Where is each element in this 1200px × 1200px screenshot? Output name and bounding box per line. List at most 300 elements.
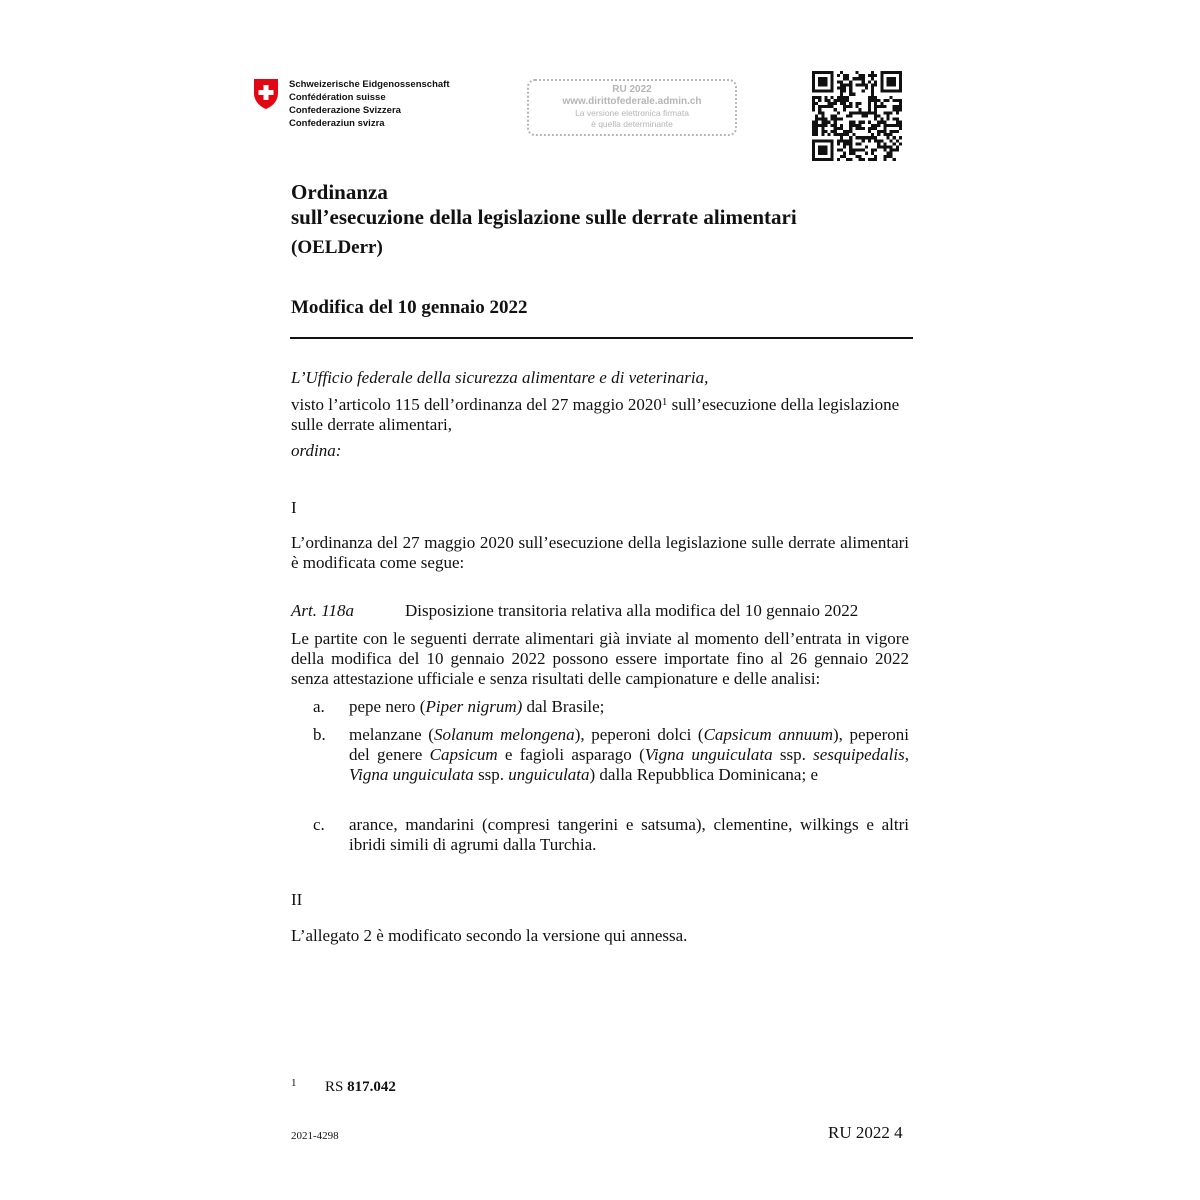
qr-module bbox=[899, 108, 902, 111]
qr-module bbox=[877, 114, 880, 117]
preamble bbox=[291, 395, 913, 435]
qr-module bbox=[865, 83, 868, 86]
qr-module bbox=[831, 105, 834, 108]
qr-module bbox=[890, 145, 893, 148]
qr-module bbox=[849, 149, 852, 152]
qr-module bbox=[846, 130, 849, 133]
qr-module bbox=[815, 121, 818, 124]
qr-module bbox=[871, 71, 874, 74]
qr-module bbox=[871, 111, 874, 114]
qr-module bbox=[834, 114, 837, 117]
qr-module bbox=[880, 145, 883, 148]
qr-module bbox=[821, 127, 824, 130]
title-line1: Ordinanza bbox=[291, 180, 388, 204]
qr-module bbox=[855, 136, 858, 139]
qr-module bbox=[893, 105, 896, 108]
qr-module bbox=[890, 124, 893, 127]
qr-module bbox=[893, 142, 896, 145]
qr-module bbox=[859, 155, 862, 158]
qr-module bbox=[837, 142, 840, 145]
qr-module bbox=[896, 130, 899, 133]
qr-module bbox=[862, 149, 865, 152]
qr-module bbox=[812, 99, 815, 102]
qr-module bbox=[824, 124, 827, 127]
qr-module bbox=[852, 152, 855, 155]
qr-module bbox=[855, 127, 858, 130]
qr-module bbox=[880, 118, 883, 121]
qr-module bbox=[812, 105, 815, 108]
qr-module bbox=[855, 71, 858, 74]
qr-module bbox=[849, 127, 852, 130]
qr-module bbox=[886, 118, 889, 121]
qr-module bbox=[843, 139, 846, 142]
qr-module bbox=[877, 99, 880, 102]
qr-module bbox=[849, 83, 852, 86]
qr-module bbox=[868, 108, 871, 111]
qr-module bbox=[883, 111, 886, 114]
qr-module bbox=[815, 114, 818, 117]
qr-module bbox=[883, 124, 886, 127]
qr-module bbox=[883, 158, 886, 161]
qr-module bbox=[843, 152, 846, 155]
qr-module bbox=[846, 139, 849, 142]
qr-module bbox=[865, 152, 868, 155]
qr-module bbox=[871, 127, 874, 130]
qr-module bbox=[883, 127, 886, 130]
flag-cross-horizontal bbox=[259, 90, 274, 95]
qr-module bbox=[871, 77, 874, 80]
qr-module bbox=[849, 142, 852, 145]
qr-module bbox=[840, 149, 843, 152]
qr-module bbox=[846, 158, 849, 161]
qr-module bbox=[896, 139, 899, 142]
qr-module bbox=[843, 90, 846, 93]
qr-module bbox=[849, 139, 852, 142]
qr-module bbox=[886, 114, 889, 117]
qr-module bbox=[834, 124, 837, 127]
qr-module bbox=[859, 149, 862, 152]
qr-module bbox=[865, 136, 868, 139]
qr-module bbox=[812, 121, 815, 124]
qr-module bbox=[859, 124, 862, 127]
qr-module bbox=[831, 96, 834, 99]
section2-text: L’allegato 2 è modificato secondo la versione qui annessa. bbox=[291, 926, 688, 945]
qr-module bbox=[846, 133, 849, 136]
qr-module bbox=[843, 155, 846, 158]
qr-module bbox=[899, 136, 902, 139]
qr-module bbox=[843, 96, 846, 99]
enacting-formula: ordina: bbox=[291, 441, 342, 460]
qr-module bbox=[849, 124, 852, 127]
qr-module bbox=[815, 96, 818, 99]
qr-module bbox=[874, 105, 877, 108]
stamp-website[interactable]: www.dirittofederale.admin.ch bbox=[562, 96, 702, 107]
qr-module bbox=[818, 145, 827, 154]
qr-module bbox=[859, 121, 862, 124]
qr-module bbox=[843, 87, 846, 90]
qr-module bbox=[843, 102, 846, 105]
qr-module bbox=[899, 142, 902, 145]
qr-module bbox=[874, 149, 877, 152]
qr-module bbox=[840, 99, 843, 102]
qr-module bbox=[880, 105, 883, 108]
qr-module bbox=[859, 127, 862, 130]
qr-module bbox=[843, 133, 846, 136]
qr-module bbox=[871, 149, 874, 152]
list-item-text bbox=[349, 697, 909, 717]
qr-module bbox=[871, 133, 874, 136]
qr-module bbox=[868, 80, 871, 83]
qr-module bbox=[862, 121, 865, 124]
qr-module bbox=[840, 102, 843, 105]
preamble-text-end: sull’esecuzione della legislazione sulle derrate alimentari, bbox=[291, 395, 900, 434]
qr-module bbox=[840, 124, 843, 127]
qr-module bbox=[893, 108, 896, 111]
qr-module bbox=[862, 77, 865, 80]
confederation-name-fr: Confédération suisse bbox=[289, 92, 386, 103]
qr-module bbox=[837, 118, 840, 121]
qr-module bbox=[855, 124, 858, 127]
qr-module bbox=[815, 127, 818, 130]
qr-module bbox=[874, 111, 877, 114]
qr-module bbox=[886, 99, 889, 102]
list-item bbox=[313, 725, 909, 785]
qr-module bbox=[899, 102, 902, 105]
qr-module bbox=[843, 105, 846, 108]
qr-module bbox=[862, 127, 865, 130]
qr-module bbox=[818, 99, 821, 102]
text-run: ), peperoni dolci ( bbox=[574, 725, 704, 744]
amendment-heading: Modifica del 10 gennaio 2022 bbox=[291, 297, 528, 318]
qr-module bbox=[859, 111, 862, 114]
qr-module bbox=[840, 90, 843, 93]
stamp-reference: RU 2022 bbox=[612, 84, 652, 95]
qr-module bbox=[880, 139, 883, 142]
qr-module bbox=[840, 71, 843, 74]
qr-module bbox=[883, 142, 886, 145]
qr-module bbox=[855, 77, 858, 80]
qr-module bbox=[840, 133, 843, 136]
qr-module bbox=[855, 149, 858, 152]
qr-module bbox=[812, 127, 815, 130]
qr-code-icon[interactable] bbox=[812, 71, 902, 161]
qr-module bbox=[859, 74, 862, 77]
qr-module bbox=[874, 124, 877, 127]
title-divider bbox=[290, 337, 913, 339]
text-run: ssp. bbox=[473, 765, 509, 784]
qr-module bbox=[837, 139, 840, 142]
qr-module bbox=[824, 96, 827, 99]
official-publication-stamp bbox=[527, 79, 737, 136]
qr-module bbox=[874, 136, 877, 139]
qr-module bbox=[899, 127, 902, 130]
qr-module bbox=[821, 105, 824, 108]
qr-module bbox=[896, 149, 899, 152]
footnote-reference[interactable]: 1 bbox=[661, 396, 668, 408]
qr-module bbox=[886, 155, 889, 158]
qr-module bbox=[865, 114, 868, 117]
footnote bbox=[291, 1078, 396, 1096]
qr-module bbox=[821, 133, 824, 136]
qr-module bbox=[849, 87, 852, 90]
qr-module bbox=[886, 77, 895, 86]
qr-module bbox=[818, 111, 821, 114]
qr-module bbox=[883, 149, 886, 152]
qr-module bbox=[890, 133, 893, 136]
qr-module bbox=[843, 142, 846, 145]
qr-module bbox=[871, 93, 874, 96]
qr-module bbox=[883, 155, 886, 158]
qr-module bbox=[862, 80, 865, 83]
qr-module bbox=[846, 74, 849, 77]
qr-module bbox=[890, 149, 893, 152]
confederation-name-it: Confederazione Svizzera bbox=[289, 105, 401, 116]
species-name: sesquipedalis bbox=[813, 745, 905, 764]
qr-module bbox=[843, 99, 846, 102]
species-name: Capsicum annuum bbox=[703, 725, 833, 744]
text-run: , bbox=[904, 745, 909, 764]
text-run: dal Brasile; bbox=[522, 697, 605, 716]
qr-module bbox=[886, 145, 889, 148]
qr-module bbox=[890, 139, 893, 142]
qr-module bbox=[834, 121, 837, 124]
species-name: Solanum melongena bbox=[433, 725, 575, 744]
qr-module bbox=[821, 111, 824, 114]
qr-module bbox=[874, 139, 877, 142]
qr-module bbox=[855, 142, 858, 145]
qr-module bbox=[877, 139, 880, 142]
footnote-number: 1 bbox=[291, 1077, 297, 1089]
qr-module bbox=[890, 155, 893, 158]
qr-module bbox=[849, 136, 852, 139]
qr-module bbox=[815, 118, 818, 121]
qr-module bbox=[852, 111, 855, 114]
qr-module bbox=[855, 111, 858, 114]
qr-module bbox=[843, 74, 846, 77]
document-title bbox=[291, 180, 797, 230]
qr-module bbox=[890, 130, 893, 133]
confederation-names bbox=[289, 78, 450, 130]
qr-module bbox=[859, 108, 862, 111]
qr-module bbox=[893, 149, 896, 152]
qr-module bbox=[880, 121, 883, 124]
qr-module bbox=[818, 96, 821, 99]
qr-module bbox=[818, 105, 821, 108]
footnote-prefix: RS bbox=[325, 1079, 348, 1095]
qr-module bbox=[871, 124, 874, 127]
qr-module bbox=[846, 99, 849, 102]
title-line2: sull’esecuzione della legislazione sulle derrate alimentari bbox=[291, 205, 797, 229]
qr-module bbox=[890, 111, 893, 114]
qr-module bbox=[831, 102, 834, 105]
qr-module bbox=[840, 80, 843, 83]
qr-module bbox=[871, 87, 874, 90]
qr-module bbox=[862, 111, 865, 114]
qr-module bbox=[821, 114, 824, 117]
qr-module bbox=[880, 102, 883, 105]
qr-module bbox=[849, 152, 852, 155]
qr-module bbox=[837, 149, 840, 152]
qr-module bbox=[846, 114, 849, 117]
qr-module bbox=[837, 158, 840, 161]
qr-module bbox=[883, 105, 886, 108]
qr-module bbox=[883, 145, 886, 148]
qr-module bbox=[865, 145, 868, 148]
qr-module bbox=[815, 133, 818, 136]
qr-module bbox=[831, 114, 834, 117]
qr-module bbox=[821, 118, 824, 121]
qr-module bbox=[837, 80, 840, 83]
footnote-sr-number[interactable]: 817.042 bbox=[347, 1079, 396, 1095]
text-run: ) dalla Repubblica Dominicana; e bbox=[589, 765, 818, 784]
qr-module bbox=[883, 99, 886, 102]
qr-module bbox=[893, 124, 896, 127]
qr-module bbox=[859, 77, 862, 80]
qr-module bbox=[840, 93, 843, 96]
issuing-authority: L’Ufficio federale della sicurezza alimentare e di veterinaria, bbox=[291, 368, 709, 387]
qr-module bbox=[815, 102, 818, 105]
qr-module bbox=[828, 102, 831, 105]
qr-module bbox=[868, 99, 871, 102]
qr-module bbox=[840, 127, 843, 130]
qr-module bbox=[890, 152, 893, 155]
species-name: Vigna unguiculata bbox=[349, 765, 474, 784]
qr-module bbox=[871, 74, 874, 77]
qr-module bbox=[849, 114, 852, 117]
qr-module bbox=[862, 139, 865, 142]
article-number: Art. 118a bbox=[291, 601, 354, 620]
qr-module bbox=[812, 108, 815, 111]
qr-module bbox=[849, 158, 852, 161]
qr-module bbox=[862, 74, 865, 77]
article-title: Disposizione transitoria relativa alla modifica del 10 gennaio 2022 bbox=[405, 601, 859, 620]
qr-module bbox=[812, 130, 815, 133]
qr-module bbox=[868, 121, 871, 124]
qr-module bbox=[818, 124, 821, 127]
qr-module bbox=[883, 133, 886, 136]
qr-module bbox=[840, 96, 843, 99]
qr-module bbox=[896, 111, 899, 114]
list-item bbox=[313, 697, 909, 717]
confederation-name-rm: Confederaziun svizra bbox=[289, 118, 385, 129]
qr-module bbox=[896, 121, 899, 124]
qr-module bbox=[859, 102, 862, 105]
title-abbreviation: (OELDerr) bbox=[291, 237, 383, 258]
qr-module bbox=[849, 93, 852, 96]
qr-module bbox=[834, 127, 837, 130]
qr-module bbox=[868, 111, 871, 114]
list-item-label: c. bbox=[313, 815, 325, 834]
qr-module bbox=[834, 133, 837, 136]
qr-module bbox=[837, 127, 840, 130]
qr-module bbox=[877, 105, 880, 108]
qr-module bbox=[868, 139, 871, 142]
qr-module bbox=[818, 108, 821, 111]
qr-module bbox=[821, 130, 824, 133]
qr-module bbox=[852, 133, 855, 136]
qr-module bbox=[896, 99, 899, 102]
qr-module bbox=[837, 96, 840, 99]
qr-module bbox=[896, 118, 899, 121]
qr-module bbox=[877, 124, 880, 127]
qr-module bbox=[843, 130, 846, 133]
qr-module bbox=[812, 124, 815, 127]
species-name: Piper nigrum) bbox=[425, 697, 523, 716]
qr-module bbox=[849, 121, 852, 124]
qr-module bbox=[896, 108, 899, 111]
qr-module bbox=[880, 130, 883, 133]
qr-module bbox=[874, 108, 877, 111]
qr-module bbox=[812, 96, 815, 99]
qr-module bbox=[855, 155, 858, 158]
list-item-text bbox=[349, 725, 909, 785]
qr-module bbox=[877, 142, 880, 145]
section1-text: L’ordinanza del 27 maggio 2020 sull’esecuzione della legislazione sulle derrate alimentari è modificata come segue: bbox=[291, 533, 909, 572]
qr-module bbox=[840, 155, 843, 158]
qr-module bbox=[862, 114, 865, 117]
qr-module bbox=[837, 99, 840, 102]
qr-module bbox=[837, 74, 840, 77]
qr-module bbox=[828, 121, 831, 124]
qr-module bbox=[874, 96, 877, 99]
qr-module bbox=[899, 105, 902, 108]
qr-module bbox=[828, 105, 831, 108]
qr-module bbox=[877, 145, 880, 148]
qr-module bbox=[862, 83, 865, 86]
qr-module bbox=[849, 145, 852, 148]
list-item bbox=[313, 815, 909, 855]
qr-module bbox=[868, 127, 871, 130]
qr-module bbox=[852, 93, 855, 96]
qr-module bbox=[843, 83, 846, 86]
qr-module bbox=[893, 99, 896, 102]
confederation-name-de: Schweizerische Eidgenossenschaft bbox=[289, 79, 450, 90]
qr-module bbox=[849, 90, 852, 93]
qr-module bbox=[877, 121, 880, 124]
qr-module bbox=[843, 108, 846, 111]
qr-module bbox=[846, 142, 849, 145]
qr-module bbox=[874, 80, 877, 83]
qr-module bbox=[896, 124, 899, 127]
qr-module bbox=[846, 83, 849, 86]
qr-module bbox=[837, 87, 840, 90]
page-reference: RU 2022 4 bbox=[828, 1123, 903, 1142]
qr-module bbox=[849, 130, 852, 133]
qr-module bbox=[871, 99, 874, 102]
qr-module bbox=[890, 96, 893, 99]
qr-module bbox=[824, 118, 827, 121]
qr-module bbox=[852, 149, 855, 152]
qr-module bbox=[868, 105, 871, 108]
qr-module bbox=[899, 99, 902, 102]
qr-module bbox=[843, 77, 846, 80]
qr-module bbox=[874, 102, 877, 105]
article-body: Le partite con le seguenti derrate alimentari già inviate al momento dell’entrata in vigore della modifica del 10 gennaio 2022 possono essere importate fino al 26 gennaio 2022 senza attestazione ufficiale e senza risultati delle campionature e delle analisi: bbox=[291, 629, 909, 688]
qr-module bbox=[896, 145, 899, 148]
qr-module bbox=[874, 155, 877, 158]
qr-module bbox=[865, 111, 868, 114]
qr-module bbox=[818, 77, 827, 86]
qr-module bbox=[893, 158, 896, 161]
swiss-coat-of-arms-icon bbox=[253, 78, 279, 110]
qr-module bbox=[868, 74, 871, 77]
qr-module bbox=[893, 118, 896, 121]
qr-module bbox=[849, 102, 852, 105]
qr-module bbox=[868, 158, 871, 161]
qr-module bbox=[828, 133, 831, 136]
qr-module bbox=[849, 80, 852, 83]
qr-module bbox=[896, 105, 899, 108]
